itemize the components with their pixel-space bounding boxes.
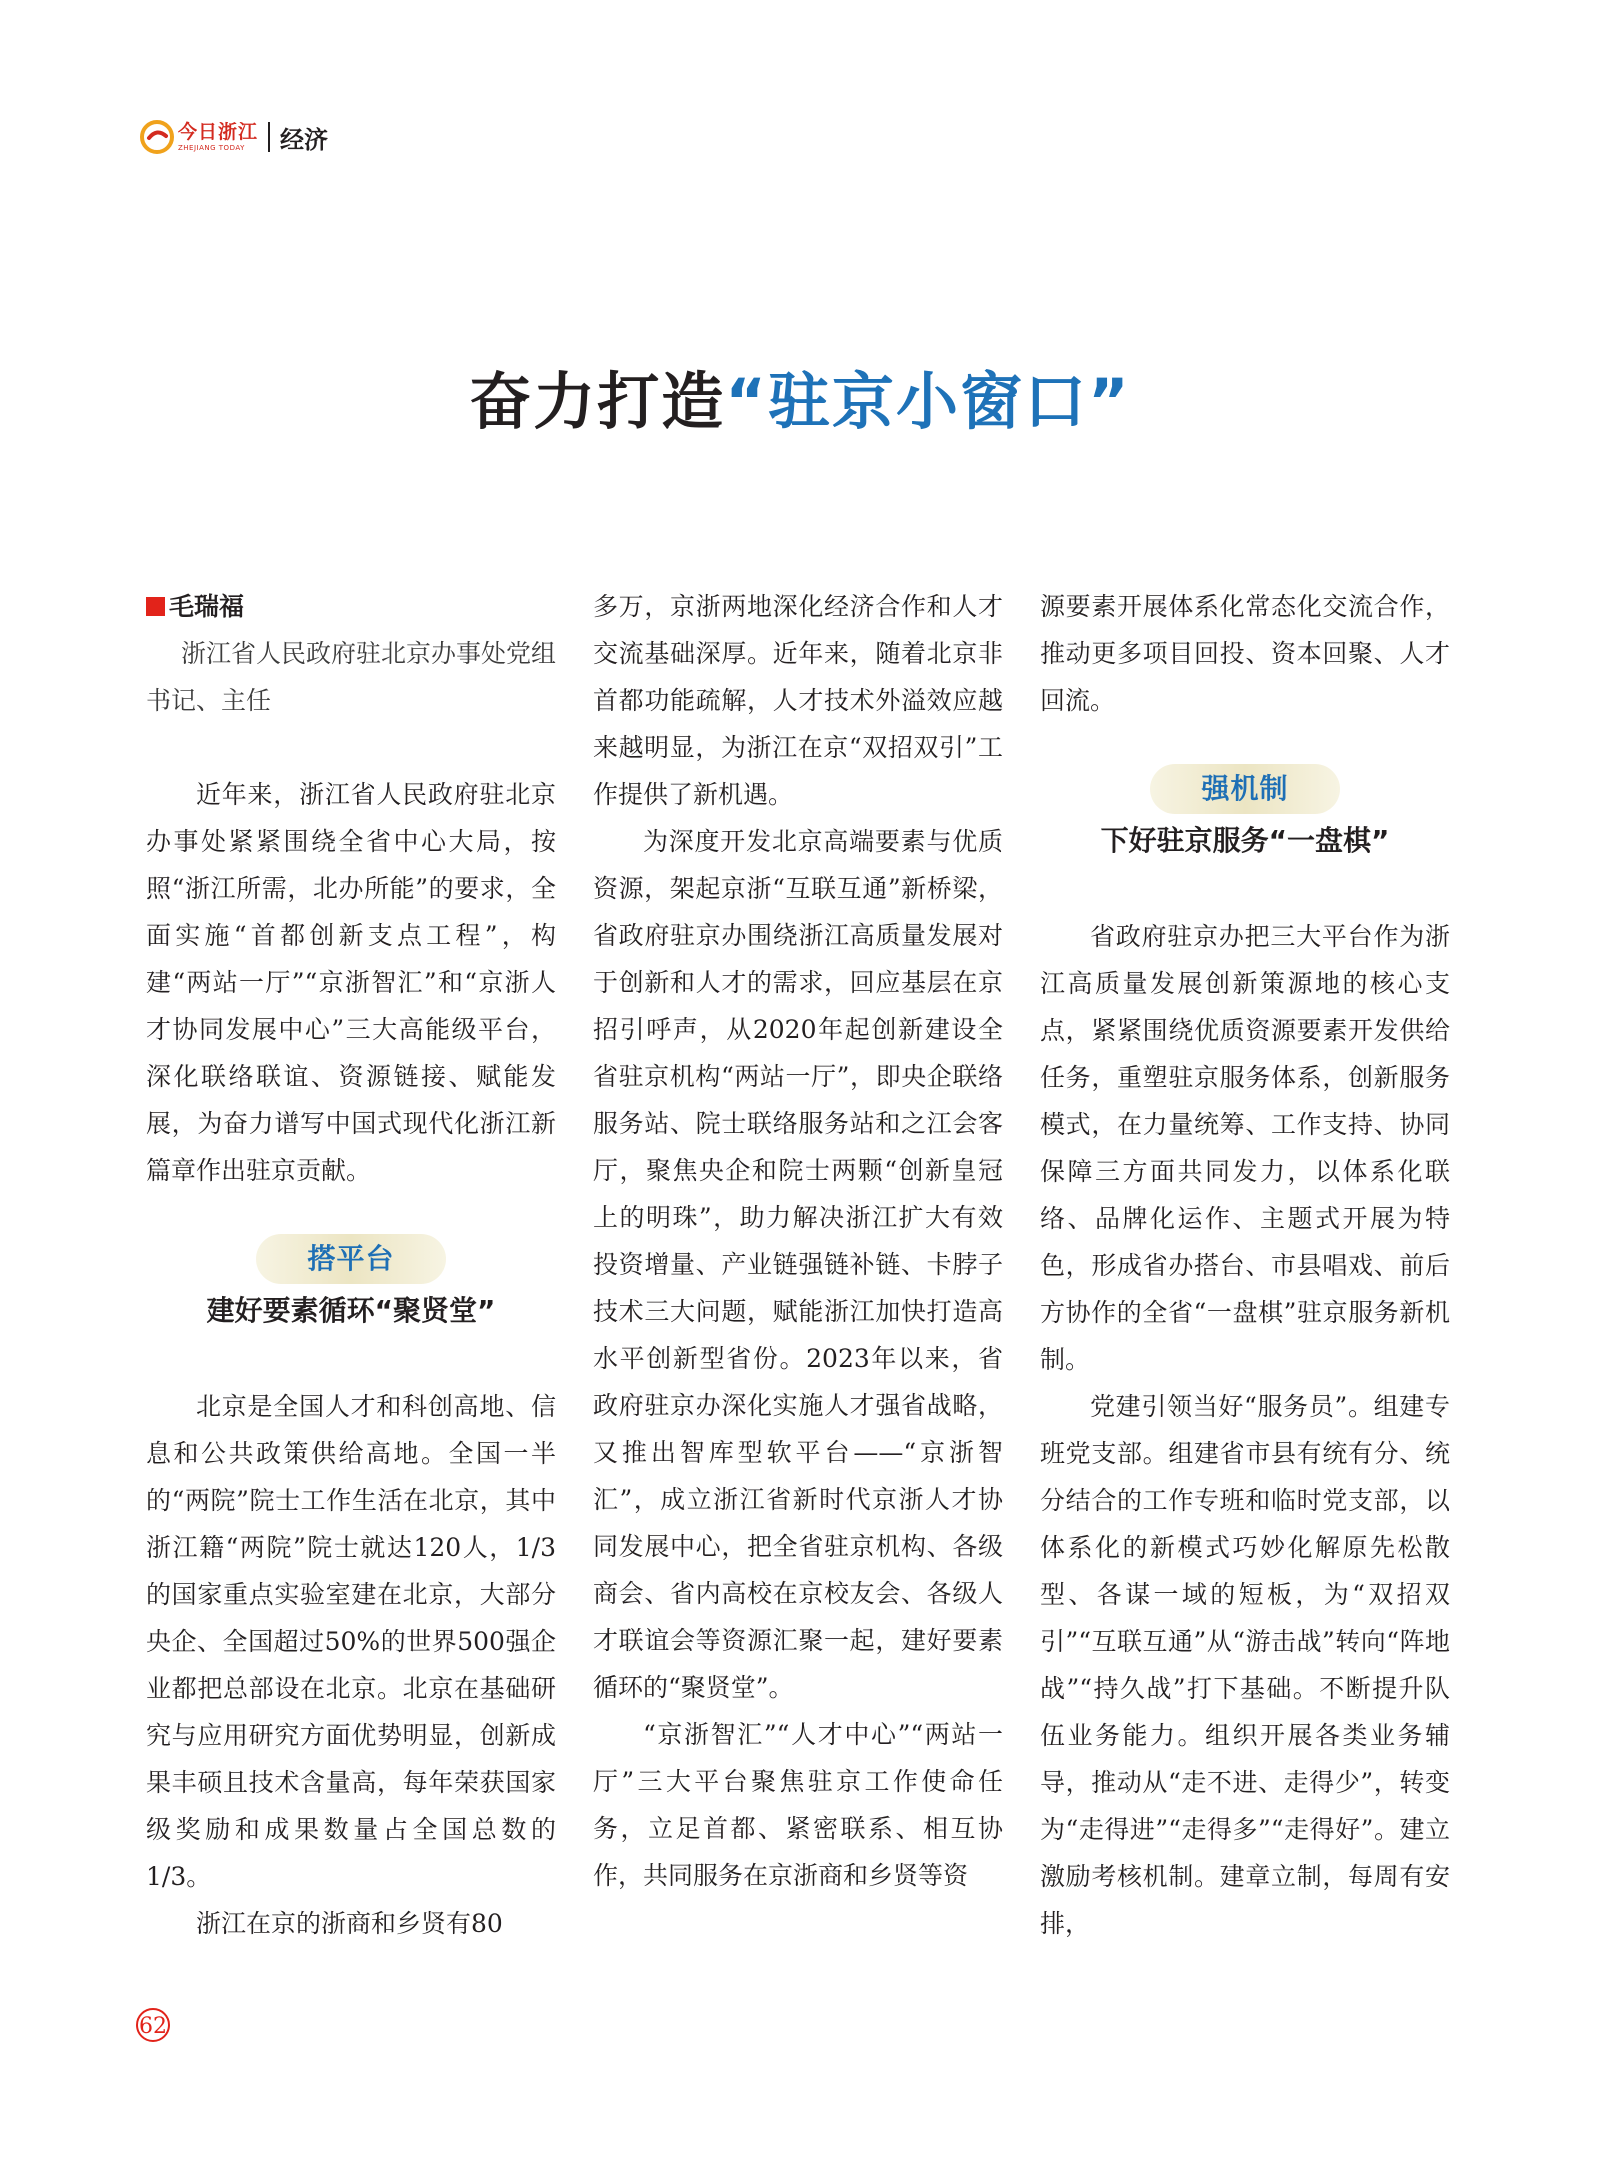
paragraph-platforms: 为深度开发北京高端要素与优质资源，架起京浙“互联互通”新桥梁，省政府驻京办围绕浙江高质量发展对于创新和人才的需求，回应基层在京招引呼声，从2020年起创新建设全省驻京机构“两站一厅”，即央企联络服务站、院士联络服务站和之江会客厅，聚焦央企和院士两颗“创新皇冠上的明珠”，助力解决浙江扩大有效投资增量、产业链强链补链、卡脖子技术三大问题，赋能浙江加快打造高水平创新型省份。2023年以来，省政府驻京办深化实施人才强省战略，又推出智库型软平台——“京浙智汇”，成立浙江省新时代京浙人才协同发展中心，把全省驻京机构、各级商会、省内高校在京校友会、各级人才联谊会等资源汇聚一起，建好要素循环的“聚贤堂”。 <box>593 827 1003 1702</box>
paragraph-three-platforms-start: “京浙智汇”“人才中心”“两站一厅”三大平台聚焦驻京工作使命任务，立足首都、紧密联系、相互协作，共同服务在京浙商和乡贤等资 <box>593 1720 1003 1890</box>
section-subhead-1: 建好要素循环“聚贤堂” <box>206 1294 496 1327</box>
header-divider <box>268 122 270 152</box>
logo-sun-icon <box>140 120 174 154</box>
author-marker <box>146 597 165 616</box>
paragraph-zhejiang-start: 浙江在京的浙商和乡贤有80 <box>196 1909 503 1938</box>
title-part2: “驻京小窗口” <box>725 365 1131 438</box>
section-name: 经济 <box>280 125 329 154</box>
paragraph-core-support: 省政府驻京办把三大平台作为浙江高质量发展创新策源地的核心支点，紧紧围绕优质资源要素开发供给任务，重塑驻京服务体系，创新服务模式，在力量统筹、工作支持、协同保障三方面共同发力，以体系化联络、品牌化运作、主题式开展为特色，形成省办搭台、市县唱戏、前后方协作的全省“一盘棋”驻京服务新机制。 <box>1040 922 1450 1374</box>
paragraph-beijing: 北京是全国人才和科创高地、信息和公共政策供给高地。全国一半的“两院”院士工作生活在北京，其中浙江籍“两院”院士就达120人，1/3的国家重点实验室建在北京，大部分央企、全国超过50%的世界500强企业都把总部设在北京。北京在基础研究与应用研究方面优势明显，创新成果丰硕且技术含量高，每年荣获国家级奖励和成果数量占全国总数的1/3。 <box>146 1392 556 1891</box>
section-pill-mechanism: 强机制 <box>1150 764 1340 814</box>
column-3 <box>1040 583 1450 1947</box>
logo-en: ZHEJIANG TODAY <box>178 143 245 152</box>
intro-paragraph: 近年来，浙江省人民政府驻北京办事处紧紧围绕全省中心大局，按照“浙江所需，北办所能”的要求，全面实施“首都创新支点工程”，构建“两站一厅”“京浙智汇”和“京浙人才协同发展中心”三大高能级平台，深化联络联谊、资源链接、赋能发展，为奋力谱写中国式现代化浙江新篇章作出驻京贡献。 <box>146 780 556 1185</box>
column-1 <box>146 583 556 1947</box>
column-2 <box>593 583 1003 1899</box>
section-subhead-2: 下好驻京服务“一盘棋” <box>1100 824 1390 857</box>
paragraph-party-building: 党建引领当好“服务员”。组建专班党支部。组建省市县有统有分、统分结合的工作专班和临时党支部，以体系化的新模式巧妙化解原先松散型、各谋一域的短板，为“双招双引”“互联互通”从“游击战”转向“阵地战”“持久战”打下基础。不断提升队伍业务能力。组织开展各类业务辅导，推动从“走不进、走得少”，转变为“走得进”“走得多”“走得好”。建立激励考核机制。建章立制，每周有安排， <box>1040 1392 1450 1938</box>
page-header <box>140 117 328 157</box>
zhejiang-today-logo <box>140 120 258 154</box>
section-pill-platform: 搭平台 <box>256 1234 446 1284</box>
author-role: 浙江省人民政府驻北京办事处党组书记、主任 <box>146 639 557 715</box>
paragraph-zhejiang-cont: 多万，京浙两地深化经济合作和人才交流基础深厚。近年来，随着北京非首都功能疏解，人才技术外溢效应越来越明显，为浙江在京“双招双引”工作提供了新机遇。 <box>593 592 1003 809</box>
author-name: 毛瑞福 <box>169 592 245 621</box>
title-part1: 奋力打造 <box>469 365 726 438</box>
paragraph-three-platforms-cont: 源要素开展体系化常态化交流合作，推动更多项目回投、资本回聚、人才回流。 <box>1040 592 1450 715</box>
page-number: 62 <box>136 2008 170 2042</box>
logo-cn: 今日浙江 <box>178 120 259 143</box>
author-line <box>146 583 556 630</box>
article-title <box>0 352 1600 441</box>
